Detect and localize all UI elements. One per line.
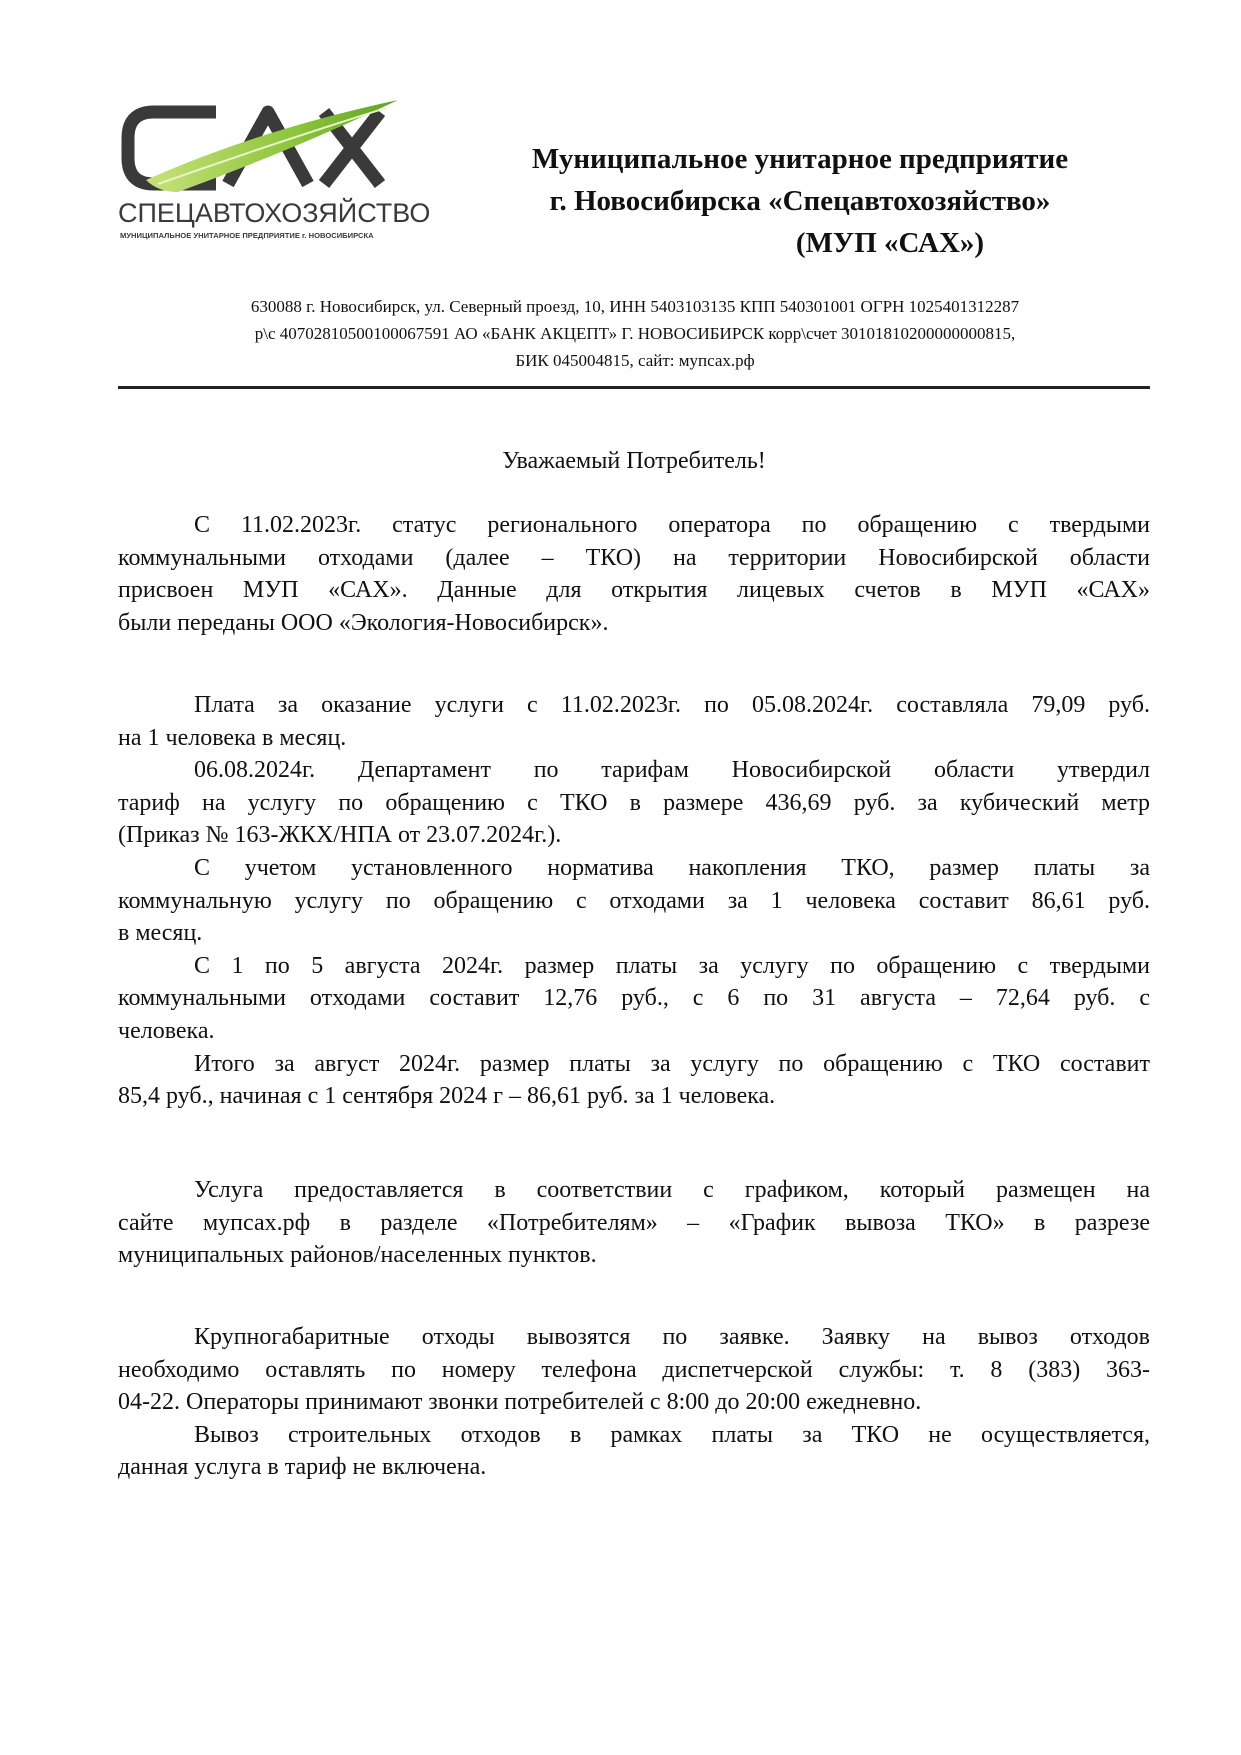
org-title-line: г. Новосибирска «Спецавтохозяйство»: [549, 185, 1051, 217]
org-title-line: Муниципальное унитарное предприятие: [531, 143, 1069, 175]
text-line: в месяц.: [118, 920, 203, 947]
requisites-line: р\с 40702810500100067591 АО «БАНК АКЦЕПТ» Г. НОВОСИБИРСК корр\счет 30101810200000000815,: [254, 324, 1016, 343]
text-line: человека.: [118, 1017, 215, 1044]
logo-tagline: МУНИЦИПАЛЬНОЕ УНИТАРНОЕ ПРЕДПРИЯТИЕ г. НОВОСИБИРСКА: [120, 231, 374, 240]
text-line: сайте мупсах.рф в разделе «Потребителям» – «График вывоза ТКО» в разрезе: [118, 1209, 1150, 1236]
org-title-line: (МУП «САХ»): [795, 227, 985, 259]
text-line: С учетом установленного норматива накопления ТКО, размер платы за: [194, 854, 1150, 881]
text-line: данная услуга в тариф не включена.: [118, 1454, 487, 1481]
text-line: Итого за август 2024г. размер платы за услугу по обращению с ТКО составит: [194, 1050, 1150, 1077]
text-line: 85,4 руб., начиная с 1 сентября 2024 г – 86,61 руб. за 1 человека.: [118, 1083, 776, 1110]
body-block-status: [118, 509, 1150, 639]
company-requisites: [120, 293, 1150, 374]
text-line: были переданы ООО «Экология-Новосибирск».: [118, 609, 609, 636]
body-block-bulky-waste: [118, 1321, 1150, 1484]
header-divider: [118, 386, 1150, 389]
requisites-line: БИК 045004815, сайт: мупсах.рф: [515, 351, 755, 370]
text-line: 06.08.2024г. Департамент по тарифам Новосибирской области утвердил: [194, 757, 1150, 784]
text-line: Крупногабаритные отходы вывозятся по заявке. Заявку на вывоз отходов: [194, 1324, 1150, 1350]
text-line: С 1 по 5 августа 2024г. размер платы за услугу по обращению с твердыми: [194, 952, 1150, 979]
text-line: на 1 человека в месяц.: [118, 724, 347, 751]
logo-mark-icon: [118, 100, 448, 250]
logo-brand: СПЕЦАВТОХОЗЯЙСТВО: [118, 198, 431, 228]
text-line: Вывоз строительных отходов в рамках платы за ТКО не осуществляется,: [194, 1421, 1150, 1448]
text-line: коммунальными отходами (далее – ТКО) на территории Новосибирской области: [118, 544, 1150, 571]
text-line: 04-22. Операторы принимают звонки потребителей с 8:00 до 20:00 ежедневно.: [118, 1389, 922, 1416]
text-line: С 11.02.2023г. статус регионального оператора по обращению с твердыми: [194, 512, 1150, 538]
text-line: Плата за оказание услуги с 11.02.2023г. по 05.08.2024г. составляла 79,09 руб.: [194, 692, 1150, 718]
requisites-line: 630088 г. Новосибирск, ул. Северный проезд, 10, ИНН 5403103135 КПП 540301001 ОГРН 1025401312287: [250, 297, 1020, 316]
company-logo: [118, 100, 448, 250]
text-line: присвоен МУП «САХ». Данные для открытия лицевых счетов в МУП «САХ»: [118, 577, 1150, 604]
text-line: коммунальными отходами составит 12,76 руб., с 6 по 31 августа – 72,64 руб. с: [118, 985, 1150, 1012]
organization-title: [440, 138, 1160, 264]
text-line: (Приказ № 163-ЖКХ/НПА от 23.07.2024г.).: [118, 822, 562, 849]
text-line: тариф на услугу по обращению с ТКО в размере 436,69 руб. за кубический метр: [118, 789, 1150, 816]
text-line: Услуга предоставляется в соответствии с графиком, который размещен на: [194, 1177, 1150, 1203]
text-line: необходимо оставлять по номеру телефона диспетчерской службы: т. 8 (383) 363-: [118, 1356, 1150, 1383]
text-line: муниципальных районов/населенных пунктов.: [118, 1242, 597, 1269]
greeting: Уважаемый Потребитель!: [502, 448, 766, 474]
body-block-schedule: [118, 1174, 1150, 1272]
text-line: коммунальную услугу по обращению с отходами за 1 человека составит 86,61 руб.: [118, 887, 1150, 914]
body-block-fees: [118, 689, 1150, 1113]
